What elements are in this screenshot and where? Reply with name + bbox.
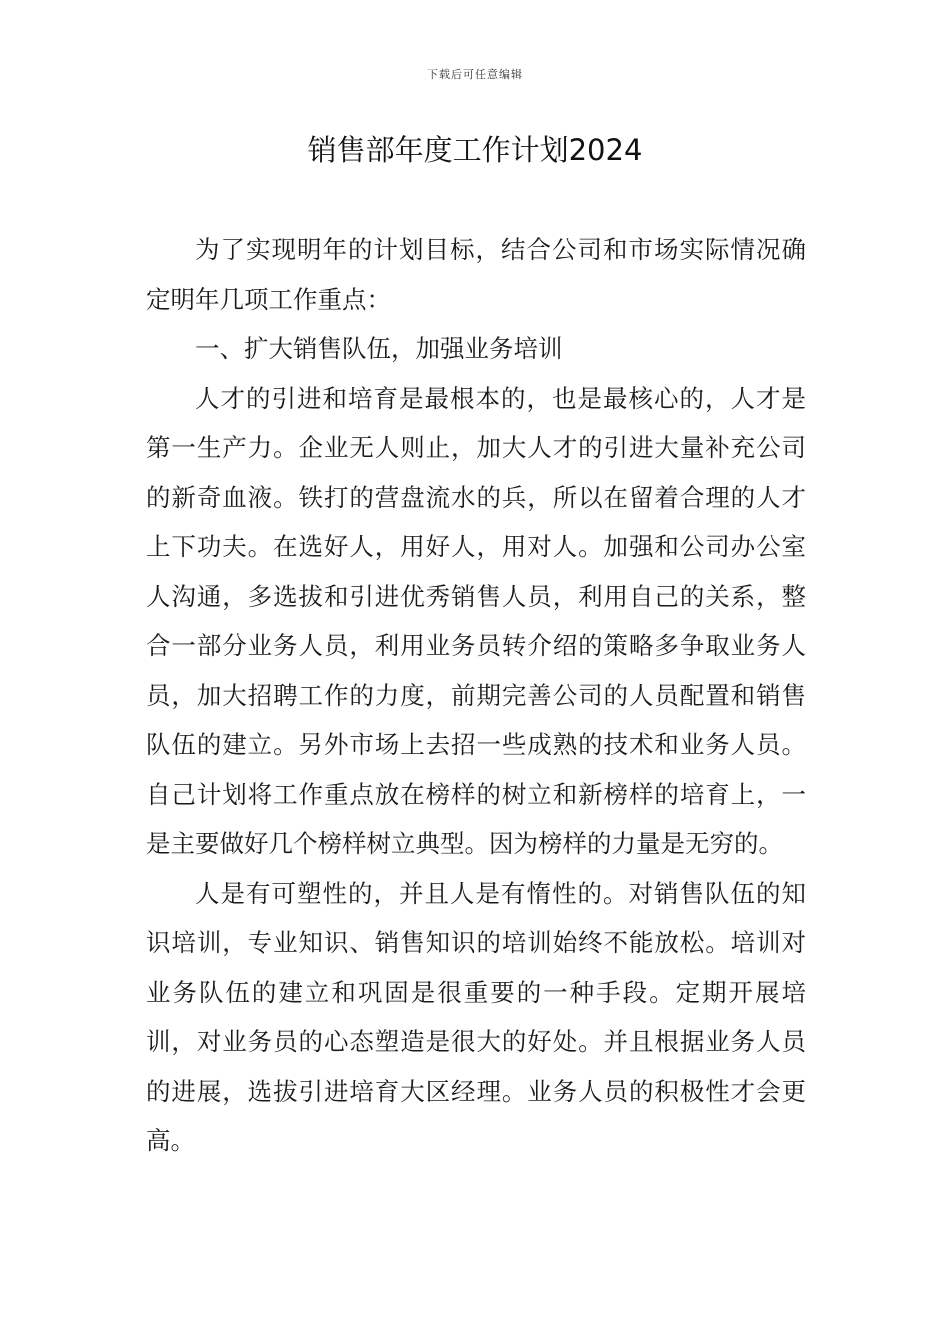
paragraph-training: 人是有可塑性的，并且人是有惰性的。对销售队伍的知识培训，专业知识、销售知识的培训始终不能放松。培训对业务队伍的建立和巩固是很重要的一种手段。定期开展培训，对业务员的心态塑造是很大的好处。并且根据业务人员的进展，选拔引进培育大区经理。业务人员的积极性才会更高。 <box>146 878 806 1155</box>
paragraph-talent: 人才的引进和培育是最根本的，也是最核心的，人才是第一生产力。企业无人则止，加大人才的引进大量补充公司的新奇血液。铁打的营盘流水的兵，所以在留着合理的人才上下功夫。在选好人，用好人，用对人。加强和公司办公室人沟通，多选拔和引进优秀销售人员，利用自己的关系，整合一部分业务人员，利用业务员转介绍的策略多争取业务人员，加大招聘工作的力度，前期完善公司的人员配置和销售队伍的建立。另外市场上去招一些成熟的技术和业务人员。自己计划将工作重点放在榜样的树立和新榜样的培育上，一是主要做好几个榜样树立典型。因为榜样的力量是无穷的。 <box>146 383 806 858</box>
document-title: 销售部年度工作计划2024 <box>307 133 643 167</box>
section-heading-1: 一、扩大销售队伍，加强业务培训 <box>195 334 563 363</box>
header-note: 下载后可任意编辑 <box>427 68 523 81</box>
document-body <box>146 225 806 1166</box>
paragraph-intro: 为了实现明年的计划目标，结合公司和市场实际情况确定明年几项工作重点： <box>146 235 806 314</box>
